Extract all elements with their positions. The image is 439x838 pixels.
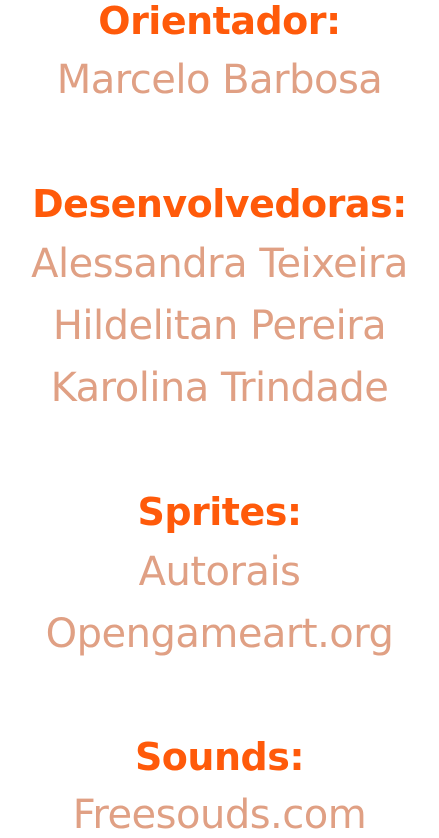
sprites-heading: Sprites: (137, 490, 302, 534)
orientador-name: Marcelo Barbosa (56, 57, 383, 103)
desenvolvedora-name-3: Karolina Trindade (50, 365, 389, 411)
sounds-heading: Sounds: (134, 735, 305, 779)
desenvolvedora-name-2: Hildelitan Pereira (52, 303, 387, 349)
sounds-source: Freesouds.com (72, 792, 367, 838)
desenvolvedoras-heading: Desenvolvedoras: (32, 182, 407, 226)
orientador-heading: Orientador: (98, 0, 341, 43)
sprites-source-1: Autorais (138, 549, 301, 595)
sprites-source-2: Opengameart.org (45, 611, 394, 657)
desenvolvedora-name-1: Alessandra Teixeira (31, 241, 408, 287)
